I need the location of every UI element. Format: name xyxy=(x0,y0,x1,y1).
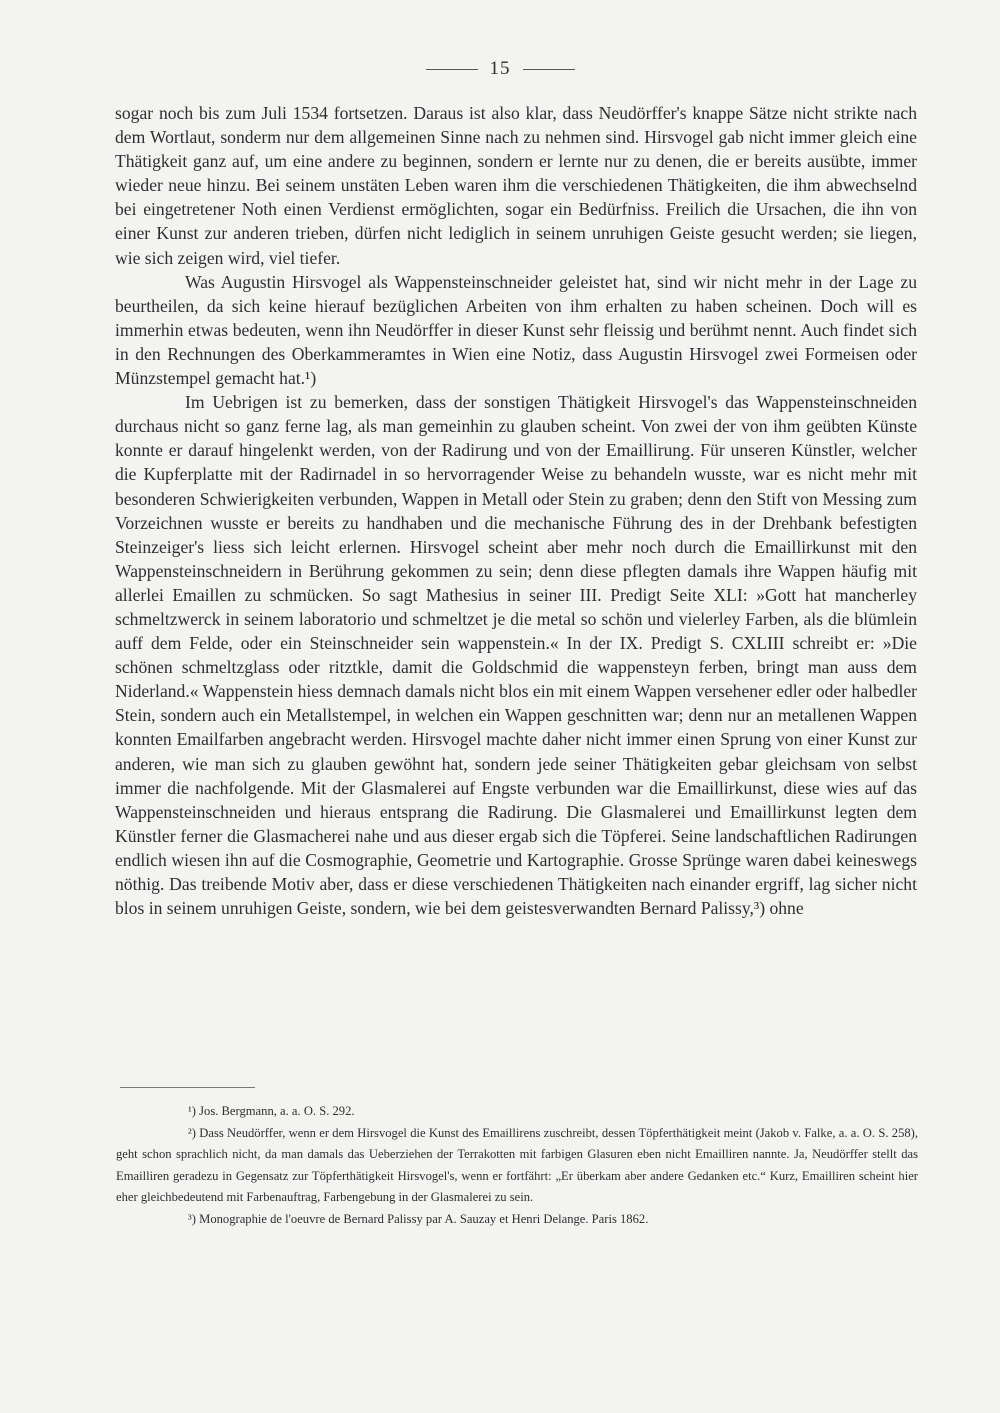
header-rule-left xyxy=(426,69,478,70)
paragraph-2: Was Augustin Hirsvogel als Wappensteinschneider geleistet hat, sind wir nicht mehr in der Lage zu beurtheilen, da sich keine hierauf bezüglichen Arbeiten von ihm erhalten zu haben scheinen. Doch will es immerhin etwas bedeuten, wenn ihn Neudörffer in dieser Kunst sehr fleissig und berühmt nennt. Auch findet sich in den Rechnungen des Oberkammeramtes in Wien eine Notiz, dass Augustin Hirsvogel zwei Formeisen oder Münzstempel gemacht hat.¹) xyxy=(115,271,917,389)
footnote-1: ¹) Jos. Bergmann, a. a. O. S. 292. xyxy=(188,1104,355,1118)
header-rule-right xyxy=(523,69,575,70)
footnote-2: ²) Dass Neudörffer, wenn er dem Hirsvogel die Kunst des Emaillirens zuschreibt, dessen Töpferthätigkeit meint (Jakob v. Falke, a. a. O. S. 258), geht schon sprachlich nicht, da man damals das Ueberziehen der Terrakotten mit farbigen Glasuren eben nicht Emailliren nannte. Ja, Neudörffer stellt das Emailliren geradezu in Gegensatz zur Töpferthätigkeit Hirsvogel's, wenn er fortfährt: „Er überkam aber andere Gedanken etc.“ Kurz, Emailliren scheint hier eher gleichbedeutend mit Farbenauftrag, Farbengebung in der Glasmalerei zu sein. xyxy=(116,1125,918,1205)
page-header xyxy=(0,58,1000,80)
footnote-separator xyxy=(120,1087,255,1088)
body-text xyxy=(115,101,917,920)
footnotes xyxy=(116,1101,918,1231)
paragraph-1: sogar noch bis zum Juli 1534 fortsetzen. Daraus ist also klar, dass Neudörffer's knappe Sätze nicht strikte nach dem Wortlaut, sonderm nur dem allgemeinen Sinne nach zu nehmen sind. Hirsvogel gab nicht immer gleich eine Thätigkeit ganz auf, um eine andere zu beginnen, sondern er lernte nur zu denen, die er bereits ausübte, immer wieder neue hinzu. Bei seinem unstäten Leben waren ihm die verschiedenen Thätigkeiten, die ihm abwechselnd bei eingetretener Noth einen Verdienst ermöglichten, sogar ein Bedürfniss. Freilich die Ursachen, die ihn von einer Kunst zur anderen trieben, dürfen nicht lediglich in seinem unruhigen Geiste gesucht werden; sie liegen, wie sich zeigen wird, viel tiefer. xyxy=(115,103,917,268)
footnote-3: ³) Monographie de l'oeuvre de Bernard Palissy par A. Sauzay et Henri Delange. Paris 1862. xyxy=(188,1211,649,1226)
page-number: 15 xyxy=(489,58,511,79)
paragraph-3: Im Uebrigen ist zu bemerken, dass der sonstigen Thätigkeit Hirsvogel's das Wappensteinschneiden durchaus nicht so ganz ferne lag, als man gemeinhin zu glauben scheint. Von zwei der von ihm geübten Künste konnte er darauf hingelenkt werden, von der Radirung und von der Emaillirung. Für unseren Künstler, welcher die Kupferplatte mit der Radirnadel in so hervorragender Weise zu behandeln wusste, war es nicht mehr mit besonderen Schwierigkeiten verbunden, Wappen in Metall oder Stein zu graben; denn den Stift von Messing zum Vorzeichnen wusste er bereits zu handhaben und die mechanische Führung des in der Drehbank befestigten Steinzeiger's liess sich leicht erlernen. Hirsvogel scheint aber mehr noch durch die Emaillirkunst mit den Wappensteinschneidern in Berührung gekommen zu sein; denn diese pflegten damals ihre Wappen häufig mit allerlei Emaillen zu schmücken. So sagt Mathesius in seiner III. Predigt Seite XLI: »Gott hat mancherley schmeltzwerck in seinem laboratorio und schmeltzet je die metal so schön und vielerley Farben, als die blümlein auff dem Felde, oder ein Steinschneider sein wappenstein.« In der IX. Predigt S. CXLIII schreibt er: »Die schönen schmeltzglass oder ritztkle, damit die Goldschmid die wappensteyn ferben, bringt man auss dem Niderland.« Wappenstein hiess demnach damals nicht blos ein mit einem Wappen versehener edler oder halbedler Stein, sondern auch ein Metallstempel, in welchen ein Wappen geschnitten war; denn nur an metallenen Wappen konnten Emailfarben angebracht werden. Hirsvogel machte daher nicht immer einen Sprung von einer Kunst zur anderen, wie man sich zu glauben gewöhnt hat, sondern jede seiner Thätigkeiten gebar gleichsam von selbst immer die nachfolgende. Mit der Glasmalerei auf Engste verbunden war die Emaillirkunst, diese wies auf das Wappensteinschneiden und hieraus entsprang die Radirung. Die Glasmalerei und Emaillirkunst legten dem Künstler ferner die Glasmacherei nahe und aus dieser ergab sich die Töpferei. Seine landschaftlichen Radirungen endlich wiesen ihn auf die Cosmographie, Geometrie und Kartographie. Grosse Sprünge waren dabei keineswegs nöthig. Das treibende Motiv aber, dass er diese verschiedenen Thätigkeiten nach einander ergriff, lag sicher nicht blos in seinem unruhigen Geiste, sondern, wie bei dem geistesverwandten Bernard Palissy,³) ohne xyxy=(115,392,917,919)
